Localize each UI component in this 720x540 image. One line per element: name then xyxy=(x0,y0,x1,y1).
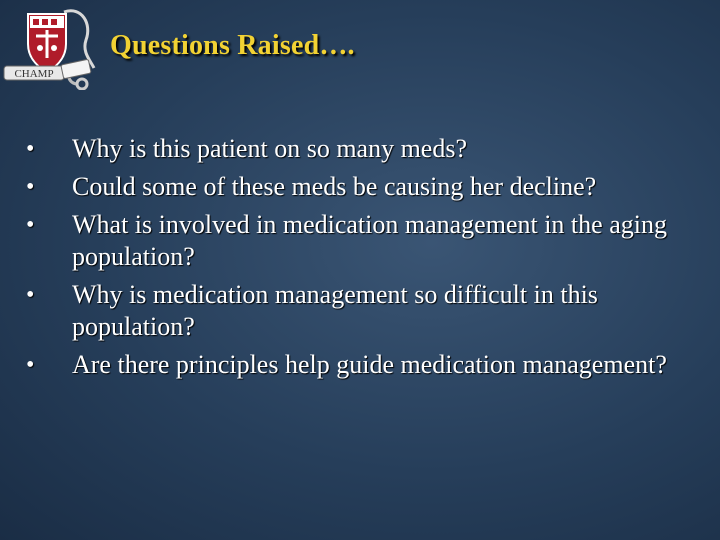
bullet-item xyxy=(24,171,694,203)
bullet-text: What is involved in medication management in the aging population? xyxy=(72,210,667,271)
bullet-icon: • xyxy=(26,212,35,238)
bullet-text: Why is this patient on so many meds? xyxy=(72,134,468,163)
bullet-text: Why is medication management so difficult in this population? xyxy=(72,280,598,341)
bullet-item xyxy=(24,279,694,343)
bullet-icon: • xyxy=(26,174,35,200)
bullet-item xyxy=(24,349,694,381)
bullet-icon: • xyxy=(26,282,35,308)
slide-title: Questions Raised…. xyxy=(110,30,355,61)
bullet-text: Are there principles help guide medication management? xyxy=(72,350,667,379)
svg-text:CHAMP: CHAMP xyxy=(14,68,54,80)
champ-logo-icon xyxy=(2,4,102,90)
bullet-item xyxy=(24,209,694,273)
bullet-icon: • xyxy=(26,136,35,162)
bullet-text: Could some of these meds be causing her decline? xyxy=(72,172,597,201)
bullet-item xyxy=(24,133,694,165)
bullet-icon: • xyxy=(26,352,35,378)
bullet-list xyxy=(24,133,694,387)
